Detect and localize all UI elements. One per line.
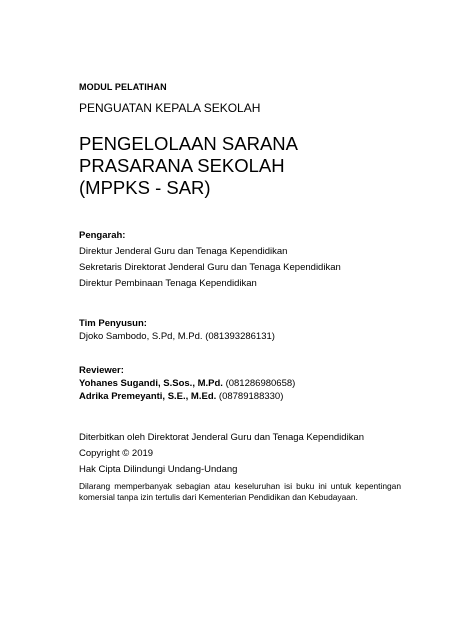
reviewer-item-1: [79, 377, 295, 390]
reviewer-1-phone: (081286980658): [225, 378, 296, 389]
document-title: [79, 133, 298, 199]
program-title: PENGUATAN KEPALA SEKOLAH: [79, 101, 261, 115]
reviewer-section: [79, 364, 295, 403]
reviewer-1-name: Yohanes Sugandi, S.Sos., M.Pd.: [79, 378, 223, 389]
title-line-3: (MPPKS - SAR): [79, 177, 211, 198]
publisher-line: Diterbitkan oleh Direktorat Jenderal Guru dan Tenaga Kependidikan: [79, 432, 365, 443]
reviewer-2-phone: (08789188330): [218, 391, 284, 402]
pengarah-line-1: Direktur Jenderal Guru dan Tenaga Kependidikan: [79, 246, 288, 257]
title-line-2: PRASARANA SEKOLAH: [79, 155, 285, 176]
pengarah-heading: Pengarah:: [79, 230, 126, 241]
penyusun-heading: Tim Penyusun:: [79, 318, 147, 329]
copyright-notice: [79, 481, 401, 503]
copyright-line: Copyright © 2019: [79, 448, 154, 459]
reviewer-item-2: [79, 390, 295, 403]
penyusun-section: [79, 317, 275, 343]
notice-line-1: Dilarang memperbanyak sebagian atau keseluruhan isi buku ini untuk kepentingan: [79, 481, 401, 491]
rights-line: Hak Cipta Dilindungi Undang-Undang: [79, 464, 238, 475]
pengarah-line-2: Sekretaris Direktorat Jenderal Guru dan Tenaga Kependidikan: [79, 262, 341, 273]
penyusun-line: Djoko Sambodo, S.Pd, M.Pd. (081393286131): [79, 331, 275, 342]
pengarah-section: [79, 229, 341, 292]
pengarah-line-3: Direktur Pembinaan Tenaga Kependidikan: [79, 278, 257, 289]
notice-line-2: komersial tanpa izin tertulis dari Kementerian Pendidikan dan Kebudayaan.: [79, 492, 358, 502]
title-line-1: PENGELOLAAN SARANA: [79, 133, 298, 154]
module-label: MODUL PELATIHAN: [79, 82, 167, 92]
reviewer-2-name: Adrika Premeyanti, S.E., M.Ed.: [79, 391, 217, 402]
reviewer-heading: Reviewer:: [79, 365, 124, 376]
